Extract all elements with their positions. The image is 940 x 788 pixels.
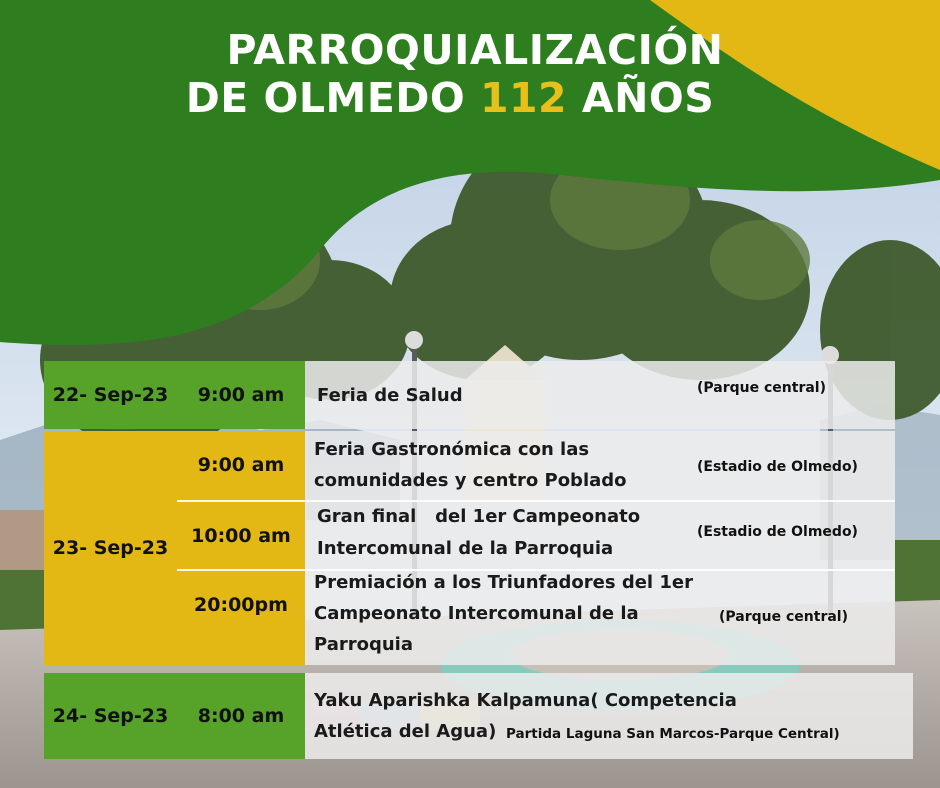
activity-text [314,567,693,660]
activity-line: Parroquia [314,634,413,655]
activity-text: Feria de Salud [317,384,463,406]
time-text: 20:00pm [194,594,288,616]
date-label: 22- Sep-23 [52,384,169,406]
title-prefix: DE OLMEDO [185,74,480,122]
activity-line: Feria Gastronómica con las [314,439,590,460]
activity-line: Yaku Aparishka Kalpamuna( Competencia [314,690,737,711]
activity-line: Atlética del Agua) [314,721,497,742]
anniversary-number: 112 [479,74,568,122]
place-label: (Estadio de Olmedo) [697,459,858,475]
date-cell [44,431,177,665]
time-label: 8:00 am [197,705,285,727]
time-label [177,571,305,639]
place-label: (Parque central) [719,609,848,625]
time-text: 9:00 am [197,454,285,476]
time-cell [177,673,305,759]
time-label [177,431,305,499]
place-label: Partida Laguna San Marcos-Parque Central) [506,726,840,742]
time-text: 10:00 am [191,525,291,547]
activity-text [314,434,627,496]
date-label: 24- Sep-23 [52,705,169,727]
activity-line: Premiación a los Triunfadores del 1er [314,572,693,593]
schedule-day-24 [44,673,913,759]
place-label: (Estadio de Olmedo) [697,524,858,540]
time-cell [177,361,305,429]
activity-text [317,501,640,565]
activity-line: comunidades y centro Poblado [314,470,627,491]
time-label: 9:00 am [197,384,285,406]
date-cell [44,673,177,759]
schedule-day-23 [44,431,895,665]
activity-line: Campeonato Intercomunal de la [314,603,639,624]
page-title-line-1: PARROQUIALIZACIÓN [226,26,724,74]
time-label [177,502,305,570]
page-title-line-2 [0,74,920,122]
activity-line: Intercomunal de la Parroquia [317,538,614,559]
date-cell [44,361,177,429]
place-label: (Parque central) [697,380,826,396]
title-suffix: AÑOS [567,74,715,122]
schedule-day-22 [44,361,895,429]
date-label: 23- Sep-23 [52,537,169,559]
activity-line: Gran final del 1er Campeonato [317,506,641,527]
